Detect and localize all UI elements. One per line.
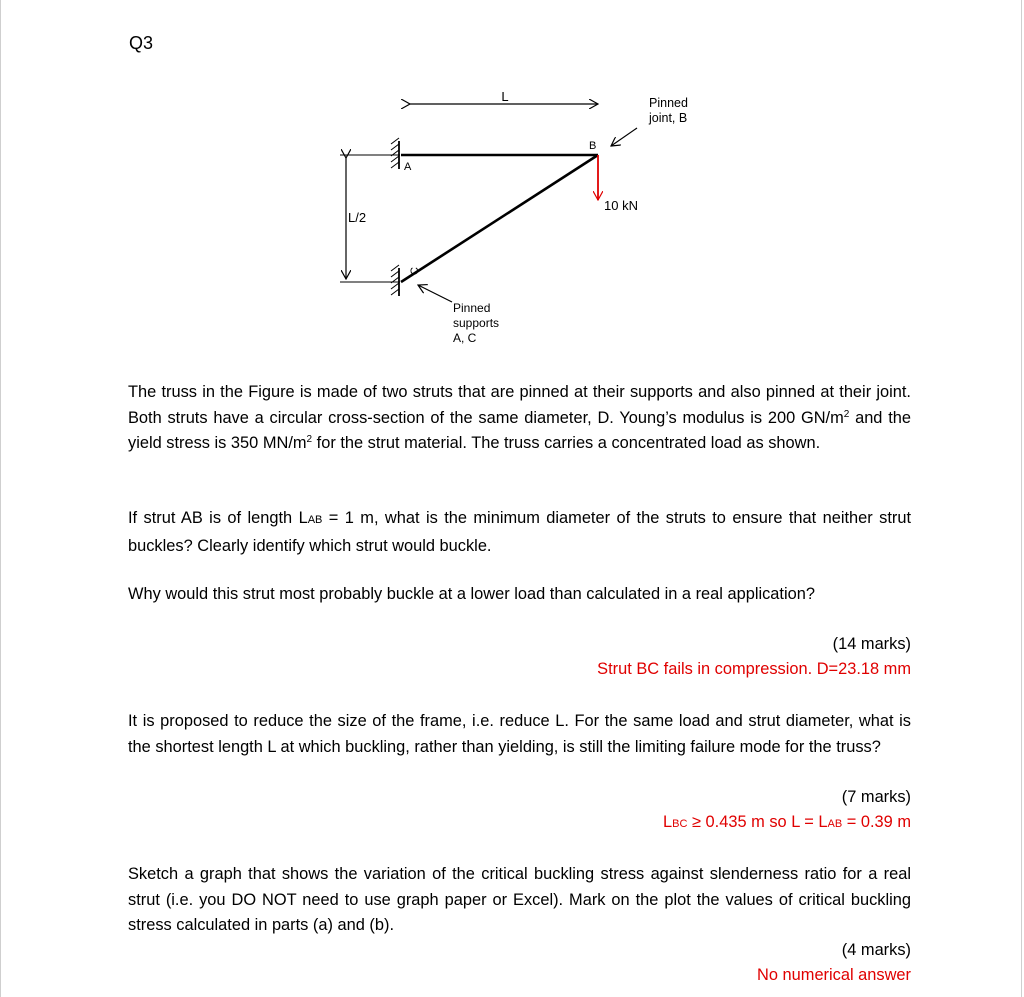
truss-figure (0, 0, 1024, 360)
paragraph-question-b: It is proposed to reduce the size of the frame, i.e. reduce L. For the same load and strut diameter, what is the shortest length L at which buckling, rather than yielding, is still the limiting failure mode for the truss? (128, 712, 911, 756)
paragraph-question-a: If strut AB is of length LAB = 1 m, what is the minimum diameter of the struts to ensure that neither strut buckles? Clearly identify which strut would buckle. (128, 509, 911, 555)
pinned-joint-label-2: joint, B (649, 111, 688, 125)
answer-part-b: LBC ≥ 0.435 m so L = LAB = 0.39 m (663, 813, 911, 831)
dim-half-L-label: L/2 (348, 210, 367, 225)
dim-L-label: L (501, 89, 509, 104)
joint-label-b: B (589, 140, 597, 152)
support-a (391, 138, 399, 169)
paragraph-question-a-why: Why would this strut most probably buckle at a lower load than calculated in a real application? (128, 585, 815, 603)
answer-part-a: Strut BC fails in compression. D=23.18 mm (597, 660, 911, 678)
supports-callout-arrow (418, 285, 452, 302)
strut-bc (401, 155, 598, 282)
support-label-a: A (404, 161, 412, 173)
pinned-supports-label-1: Pinned (453, 301, 491, 315)
load-label: 10 kN (604, 198, 638, 213)
marks-part-c: (4 marks) (841, 941, 911, 959)
support-c (391, 265, 399, 296)
pinned-joint-label-1: Pinned (649, 96, 688, 110)
marks-part-b: (7 marks) (841, 788, 911, 806)
answer-part-c: No numerical answer (757, 966, 911, 984)
marks-part-a: (14 marks) (832, 635, 911, 653)
pinned-supports-label-2: supports (453, 316, 500, 330)
joint-callout-arrow (611, 128, 637, 146)
pinned-supports-label-3: A, C (453, 331, 477, 345)
paragraph-question-c: Sketch a graph that shows the variation of the critical buckling stress against slenderness ratio for a real strut (i.e. you DO NOT need to use graph paper or Excel). Mark on the plot the values of critical buckling stress calculated in parts (a) and (b). (128, 865, 911, 934)
paragraph-truss-description: The truss in the Figure is made of two struts that are pinned at their supports and also pinned at their joint. Both struts have a circular cross-section of the same diameter, D. Young’s modulus is 200 $GN/m^2$ and the yield stress is 350 $MN/m^2$ for the strut material. The truss carries a concentrated load as shown. (128, 383, 911, 452)
support-label-c: C (409, 267, 421, 275)
question-label: Q3 (129, 33, 154, 53)
